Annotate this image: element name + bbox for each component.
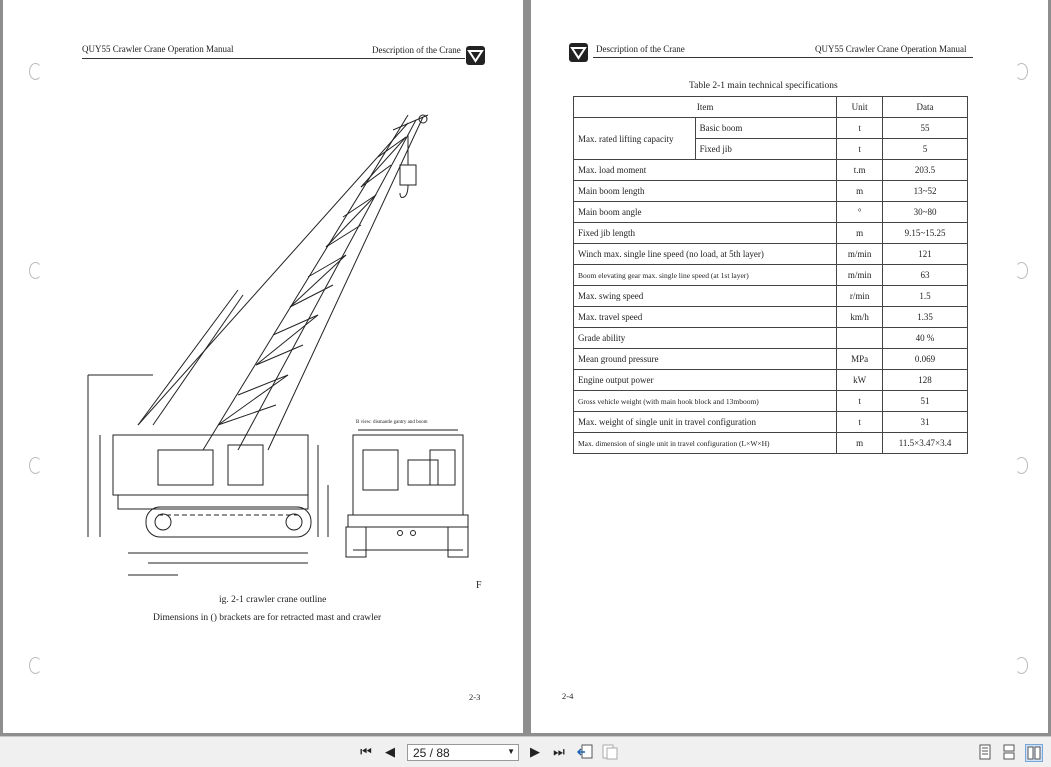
- column-header-unit: Unit: [837, 97, 883, 118]
- unit-cell: m: [837, 181, 883, 202]
- unit-cell: m/min: [837, 265, 883, 286]
- dropdown-arrow-icon: ▼: [507, 747, 515, 756]
- page-number: 2-3: [469, 692, 481, 702]
- next-page-icon[interactable]: ▶: [530, 744, 540, 760]
- crane-outline-drawing: [78, 105, 478, 580]
- table-row: [574, 349, 968, 370]
- item-cell: Engine output power: [574, 370, 837, 391]
- header-manual-title: QUY55 Crawler Crane Operation Manual: [82, 44, 234, 54]
- data-cell: 55: [883, 118, 968, 139]
- table-row: [574, 433, 968, 454]
- column-header-data: Data: [883, 97, 968, 118]
- data-cell: 63: [883, 265, 968, 286]
- binder-hole: [1015, 657, 1028, 674]
- table-row: [574, 265, 968, 286]
- page-number-value: 25 / 88: [413, 746, 450, 760]
- item-cell: Max. weight of single unit in travel configuration: [574, 412, 837, 433]
- spec-table: [573, 96, 968, 454]
- table-row: [574, 118, 968, 139]
- unit-cell: t: [837, 118, 883, 139]
- item-cell: Boom elevating gear max. single line speed (at 1st layer): [574, 265, 837, 286]
- page-number: 2-4: [562, 691, 574, 701]
- item-cell: Main boom angle: [574, 202, 837, 223]
- left-page: [3, 0, 523, 733]
- continuous-view-icon[interactable]: [1001, 744, 1017, 760]
- data-cell: 5: [883, 139, 968, 160]
- item-cell: Fixed jib length: [574, 223, 837, 244]
- binder-hole: [29, 262, 42, 279]
- table-row: [574, 223, 968, 244]
- data-cell: 40 %: [883, 328, 968, 349]
- data-cell: 1.35: [883, 307, 968, 328]
- figure-caption-note: Dimensions in () brackets are for retracted mast and crawler: [153, 613, 382, 623]
- header-section-title: Description of the Crane: [372, 45, 461, 55]
- data-cell: 13~52: [883, 181, 968, 202]
- unit-cell: °: [837, 202, 883, 223]
- item-cell: Max. dimension of single unit in travel configuration (L×W×H): [574, 433, 837, 454]
- unit-cell: m/min: [837, 244, 883, 265]
- data-cell: 30~80: [883, 202, 968, 223]
- data-cell: 0.069: [883, 349, 968, 370]
- unit-cell: m: [837, 223, 883, 244]
- figure-caption: ig. 2-1 crawler crane outline: [219, 595, 327, 605]
- header-section-title: Description of the Crane: [596, 44, 685, 54]
- table-row: [574, 160, 968, 181]
- item-cell: Winch max. single line speed (no load, at 5th layer): [574, 244, 837, 265]
- item-cell: Main boom length: [574, 181, 837, 202]
- table-row: [574, 181, 968, 202]
- viewer-toolbar: [0, 736, 1051, 767]
- item-cell: Mean ground pressure: [574, 349, 837, 370]
- unit-cell: t: [837, 412, 883, 433]
- item-cell: Max. swing speed: [574, 286, 837, 307]
- table-header-row: [574, 97, 968, 118]
- data-cell: 1.5: [883, 286, 968, 307]
- table-row: [574, 202, 968, 223]
- item-cell: Max. load moment: [574, 160, 837, 181]
- binder-hole: [1015, 262, 1028, 279]
- item-cell: Grade ability: [574, 328, 837, 349]
- data-cell: 9.15~15.25: [883, 223, 968, 244]
- figure-letter: F: [476, 580, 482, 591]
- data-cell: 128: [883, 370, 968, 391]
- unit-cell: m: [837, 433, 883, 454]
- data-cell: 31: [883, 412, 968, 433]
- previous-page-icon[interactable]: ◀: [385, 744, 395, 760]
- table-row: [574, 307, 968, 328]
- binder-hole: [1015, 63, 1028, 80]
- first-page-icon[interactable]: ⏮: [360, 744, 372, 760]
- facing-view-icon[interactable]: [1025, 744, 1043, 762]
- unit-cell: r/min: [837, 286, 883, 307]
- binder-hole: [29, 457, 42, 474]
- data-cell: 51: [883, 391, 968, 412]
- table-row: [574, 391, 968, 412]
- unit-cell: kW: [837, 370, 883, 391]
- unit-cell: t: [837, 391, 883, 412]
- binder-hole: [29, 63, 42, 80]
- unit-cell: MPa: [837, 349, 883, 370]
- table-row: [574, 286, 968, 307]
- data-cell: 121: [883, 244, 968, 265]
- page-number-select[interactable]: [407, 744, 519, 761]
- go-back-icon[interactable]: [577, 744, 593, 760]
- unit-cell: t.m: [837, 160, 883, 181]
- table-row: [574, 328, 968, 349]
- lifting-sub-label: Basic boom: [695, 118, 837, 139]
- table-row: [574, 370, 968, 391]
- item-cell: Gross vehicle weight (with main hook block and 13mboom): [574, 391, 837, 412]
- table-row: [574, 244, 968, 265]
- binder-hole: [29, 657, 42, 674]
- unit-cell: [837, 328, 883, 349]
- table-title: Table 2-1 main technical specifications: [689, 81, 838, 91]
- data-cell: 203.5: [883, 160, 968, 181]
- column-header-item: Item: [574, 97, 837, 118]
- header-rule: [82, 58, 465, 59]
- unit-cell: t: [837, 139, 883, 160]
- header-manual-title: QUY55 Crawler Crane Operation Manual: [815, 44, 967, 54]
- last-page-icon[interactable]: ⏭: [553, 744, 565, 760]
- data-cell: 11.5×3.47×3.4: [883, 433, 968, 454]
- header-rule: [593, 57, 973, 58]
- view-b-label: B view: dismantle gantry and boom: [356, 420, 428, 425]
- lifting-sub-label: Fixed jib: [695, 139, 837, 160]
- unit-cell: km/h: [837, 307, 883, 328]
- item-cell: Max. travel speed: [574, 307, 837, 328]
- right-page: [531, 0, 1048, 733]
- brand-logo-icon: [569, 43, 588, 62]
- table-row: [574, 412, 968, 433]
- binder-hole: [1015, 457, 1028, 474]
- go-forward-icon[interactable]: [602, 744, 618, 760]
- single-page-view-icon[interactable]: [977, 744, 993, 760]
- lifting-capacity-label: Max. rated lifting capacity: [574, 118, 696, 160]
- brand-logo-icon: [466, 46, 485, 65]
